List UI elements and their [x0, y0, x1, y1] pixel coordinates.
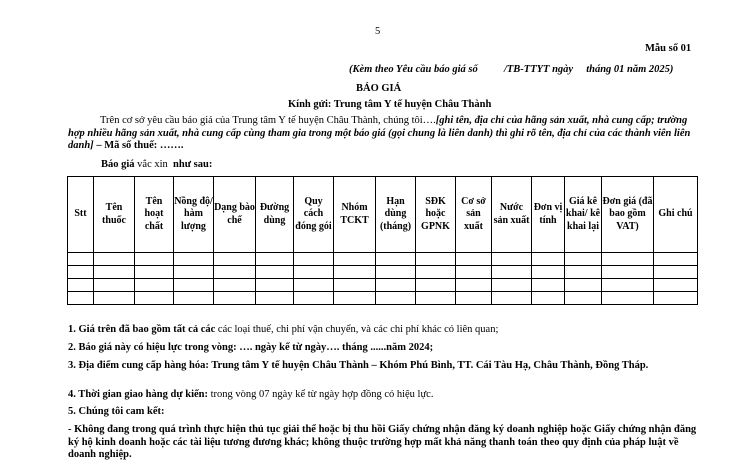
col-header: Dạng bào chế: [214, 177, 256, 253]
table-cell: [492, 266, 532, 279]
table-cell: [565, 292, 602, 305]
table-cell: [294, 292, 334, 305]
table-cell: [214, 279, 256, 292]
col-header: Quy cách đóng gói: [294, 177, 334, 253]
table-cell: [256, 279, 294, 292]
note-4: [68, 389, 698, 402]
col-header: Đơn giá (đã bao gồm VAT): [602, 177, 654, 253]
table-cell: [654, 253, 698, 266]
table-row: [68, 292, 698, 305]
table-cell: [492, 253, 532, 266]
table-cell: [376, 279, 416, 292]
table-cell: [135, 292, 174, 305]
table-cell: [532, 292, 565, 305]
col-header: Đường dùng: [256, 177, 294, 253]
col-header: Stt: [68, 177, 94, 253]
intro-paragraph: [68, 115, 698, 153]
col-header: Nước sản xuất: [492, 177, 532, 253]
table-cell: [416, 279, 456, 292]
note-4-normal: trong vòng 07 ngày kể từ ngày hợp đồng có hiệu lực.: [208, 389, 434, 400]
note-3: 3. Địa điểm cung cấp hàng hóa: Trung tâm Y tế huyện Châu Thành – Khóm Phú Bình, TT. Cái Tàu Hạ, Châu Thành, Đồng Tháp.: [68, 360, 649, 371]
table-cell: [376, 292, 416, 305]
reference-line: (Kèm theo Yêu cầu báo giá số /TB-TTYT ngày tháng 01 năm 2025): [349, 64, 674, 75]
table-cell: [602, 292, 654, 305]
table-cell: [256, 292, 294, 305]
table-cell: [174, 253, 214, 266]
table-cell: [214, 253, 256, 266]
table-cell: [174, 266, 214, 279]
table-cell: [294, 279, 334, 292]
table-cell: [654, 292, 698, 305]
table-intro-bold2: như sau:: [167, 159, 213, 170]
note-2: 2. Báo giá này có hiệu lực trong vòng: …. ngày kể từ ngày…. tháng ......năm 2024;: [68, 342, 434, 353]
table-cell: [532, 279, 565, 292]
note-5: 5. Chúng tôi cam kết:: [68, 406, 165, 417]
table-cell: [416, 266, 456, 279]
addressee: Kính gửi: Trung tâm Y tế huyện Châu Thành: [288, 99, 492, 110]
table-cell: [654, 266, 698, 279]
table-cell: [602, 253, 654, 266]
table-cell: [294, 266, 334, 279]
table-cell: [532, 253, 565, 266]
note-4-bold: 4. Thời gian giao hàng dự kiến:: [68, 389, 209, 400]
page-number: 5: [375, 26, 381, 37]
table-cell: [456, 292, 492, 305]
table-cell: [68, 292, 94, 305]
table-cell: [334, 279, 376, 292]
table-cell: [294, 253, 334, 266]
table-cell: [565, 266, 602, 279]
table-row: [68, 279, 698, 292]
table-cell: [256, 253, 294, 266]
col-header: Đơn vị tính: [532, 177, 565, 253]
table-cell: [214, 266, 256, 279]
table-cell: [68, 279, 94, 292]
col-header: Nhóm TCKT: [334, 177, 376, 253]
table-cell: [416, 253, 456, 266]
table-cell: [376, 253, 416, 266]
table-cell: [565, 279, 602, 292]
note-1-normal: các loại thuế, chi phí vận chuyển, và các chi phí khác có liên quan;: [215, 324, 499, 335]
table-cell: [456, 253, 492, 266]
note-6: - Không đang trong quá trình thực hiện thủ tục giải thể hoặc bị thu hồi Giấy chứng nhận đăng ký doanh nghiệp hoặc Giấy chứng nhận đăng ký hộ kinh doanh hoặc các tài liệu tương đương khác; không thuộc trường hợp mất khả năng thanh toán theo quy định của pháp luật về doanh nghiệp.: [68, 424, 697, 460]
intro-tail: – Mã số thuế: …….: [93, 140, 184, 151]
table-cell: [214, 292, 256, 305]
table-cell: [334, 253, 376, 266]
table-cell: [334, 266, 376, 279]
table-cell: [174, 292, 214, 305]
document-title: BÁO GIÁ: [356, 83, 402, 94]
col-header: Cơ sở sản xuất: [456, 177, 492, 253]
table-cell: [654, 279, 698, 292]
col-header: Tên thuốc: [94, 177, 135, 253]
table-cell: [68, 266, 94, 279]
form-code: Mẫu số 01: [645, 43, 692, 54]
table-header-row: [68, 177, 698, 253]
table-cell: [135, 266, 174, 279]
table-row: [68, 253, 698, 266]
table-cell: [492, 279, 532, 292]
table-cell: [456, 266, 492, 279]
table-cell: [416, 292, 456, 305]
table-cell: [135, 253, 174, 266]
table-cell: [334, 292, 376, 305]
table-intro: [101, 159, 212, 170]
table-cell: [456, 279, 492, 292]
col-header: Tên hoạt chất: [135, 177, 174, 253]
intro-italic: [ghi tên, địa chỉ của hãng sản xuất, nhà cung cấp; trường hợp nhiều hãng sản xuất, nhà cung cấp cùng tham gia trong một báo giá (gọi chung là liên danh) thì ghi rõ tên, địa chỉ của các thành viên liên danh]: [68, 115, 691, 151]
table-row: [68, 266, 698, 279]
table-cell: [532, 266, 565, 279]
note-1-bold: 1. Giá trên đã bao gồm tất cả các: [68, 324, 216, 335]
col-header: Giá kê khai/ kê khai lại: [565, 177, 602, 253]
col-header: SĐK hoặc GPNK: [416, 177, 456, 253]
table-cell: [135, 279, 174, 292]
table-cell: [68, 253, 94, 266]
table-cell: [565, 253, 602, 266]
col-header: Ghi chú: [654, 177, 698, 253]
table-cell: [94, 279, 135, 292]
table-intro-bold1: Báo giá: [101, 159, 138, 170]
intro-normal: Trên cơ sở yêu cầu báo giá của Trung tâm Y tế huyện Châu Thành, chúng tôi….: [100, 115, 436, 126]
table-cell: [94, 292, 135, 305]
col-header: Nồng độ/ hàm lượng: [174, 177, 214, 253]
quotation-table: [67, 176, 698, 305]
table-cell: [602, 279, 654, 292]
table-cell: [376, 266, 416, 279]
table-cell: [256, 266, 294, 279]
table-cell: [94, 253, 135, 266]
table-cell: [602, 266, 654, 279]
col-header: Hạn dùng (tháng): [376, 177, 416, 253]
note-1: [68, 324, 698, 337]
table-cell: [492, 292, 532, 305]
table-cell: [174, 279, 214, 292]
table-intro-normal: vắc xin: [137, 159, 168, 170]
table-cell: [94, 266, 135, 279]
